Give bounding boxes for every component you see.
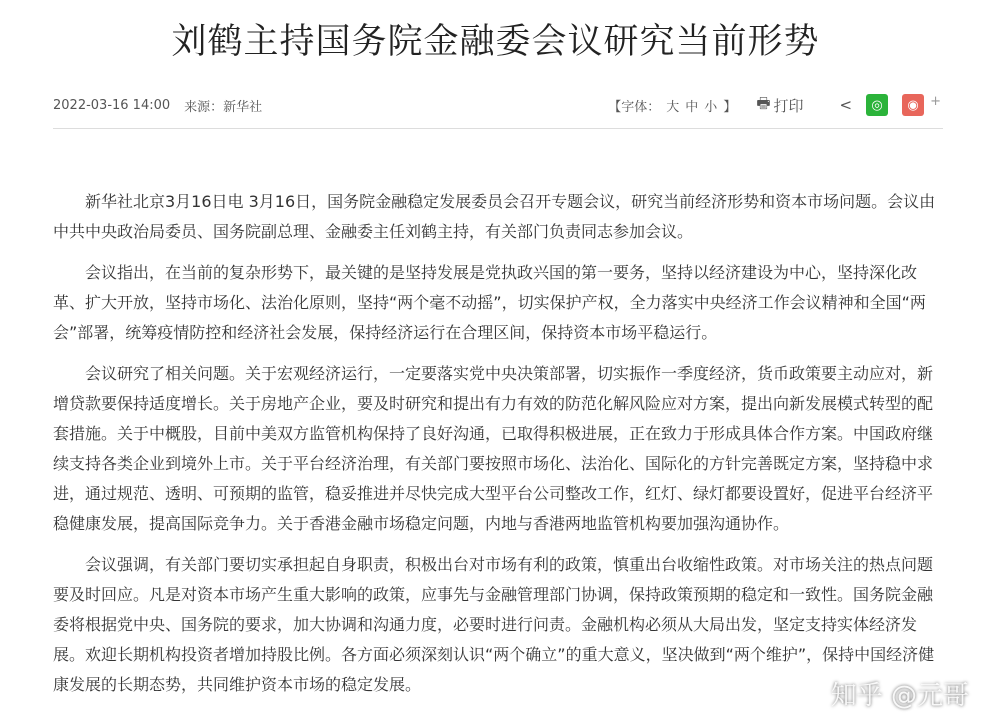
- paragraph: 会议强调，有关部门要切实承担起自身职责，积极出台对市场有利的政策，慎重出台收缩性政策。对市场关注的热点问题要及时回应。凡是对资本市场产生重大影响的政策，应事先与金融管理部门协调，保持政策预期的稳定和一致性。国务院金融委将根据党中央、国务院的要求，加大协调和沟通力度，必要时进行问责。金融机构必须从大局出发，坚定支持实体经济发展。欢迎长期机构投资者增加持股比例。各方面必须深刻认识“两个确立”的重大意义，坚决做到“两个维护”，保持中国经济健康发展的长期态势，共同维护资本市场的稳定发展。: [53, 555, 935, 694]
- paragraph: 会议指出，在当前的复杂形势下，最关键的是坚持发展是党执政兴国的第一要务，坚持以经济建设为中心，坚持深化改革、扩大开放，坚持市场化、法治化原则，坚持“两个毫不动摇”，切实保护产权，全力落实中央经济工作会议精神和全国“两会”部署，统筹疫情防控和经济社会发展，保持经济运行在合理区间，保持资本市场平稳运行。: [53, 263, 926, 342]
- weibo-icon[interactable]: ◉: [902, 94, 924, 116]
- print-button[interactable]: [756, 93, 803, 118]
- wechat-icon[interactable]: ◎: [866, 94, 888, 116]
- source: 新华社: [223, 99, 263, 115]
- font-small-button[interactable]: 小: [704, 99, 718, 115]
- article-meta: [53, 94, 941, 116]
- share-icon[interactable]: <: [839, 96, 853, 114]
- divider: [53, 128, 943, 129]
- article-title: 刘鹤主持国务院金融委会议研究当前形势: [171, 22, 820, 62]
- font-large-button[interactable]: 大: [666, 99, 680, 115]
- print-label: 打印: [773, 96, 804, 115]
- paragraph: 会议研究了相关问题。关于宏观经济运行，一定要落实党中央决策部署，切实振作一季度经济，货币政策要主动应对，新增贷款要保持适度增长。关于房地产企业，要及时研究和提出有力有效的防范化解风险应对方案，提出向新发展模式转型的配套措施。关于中概股，目前中美双方监管机构保持了良好沟通，已取得积极进展，正在致力于形成具体合作方案。中国政府继续支持各类企业到境外上市。关于平台经济治理，有关部门要按照市场化、法治化、国际化的方针完善既定方案，坚持稳中求进，通过规范、透明、可预期的监管，稳妥推进并尽快完成大型平台公司整改工作，红灯、绿灯都要设置好，促进平台经济平稳健康发展，提高国际竞争力。关于香港金融市场稳定问题，内地与香港两地监管机构要加强沟通协作。: [53, 364, 934, 533]
- publish-datetime: 2022-03-16 14:00: [53, 97, 171, 113]
- source-label: 来源：: [184, 99, 224, 115]
- watermark: 知乎 @元哥: [830, 681, 969, 711]
- printer-icon: 🖶: [756, 93, 771, 112]
- article-body: [53, 187, 943, 711]
- font-size-label: 【字体：: [608, 99, 661, 115]
- paragraph: 新华社北京3月16日电 3月16日，国务院金融稳定发展委员会召开专题会议，研究当前经济形势和资本市场问题。会议由中共中央政治局委员、国务院副总理、金融委主任刘鹤主持，有关部门负责同志参加会议。: [53, 192, 936, 241]
- font-medium-button[interactable]: 中: [685, 99, 699, 115]
- more-share-button[interactable]: +: [930, 93, 941, 109]
- font-size-close: 】: [723, 99, 737, 115]
